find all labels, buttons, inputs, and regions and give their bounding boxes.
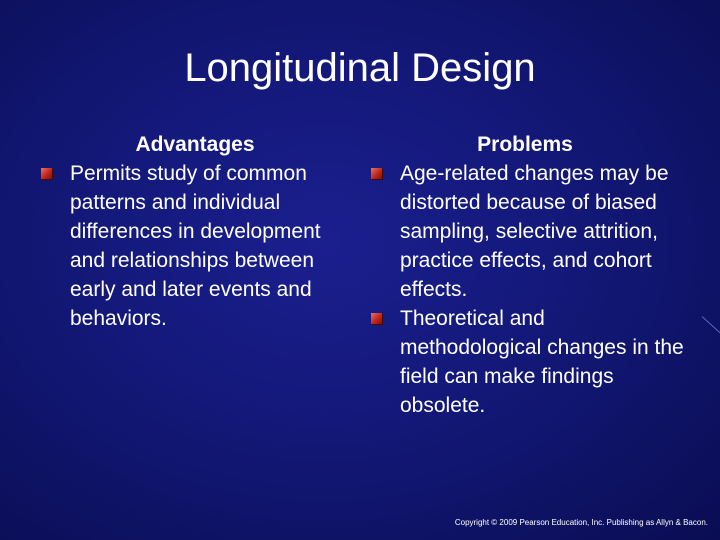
problems-column (370, 131, 690, 420)
square-bullet-icon (41, 168, 52, 179)
advantage-bullet-item (40, 159, 360, 333)
advantages-column (40, 131, 360, 333)
problem-bullet-text: Theoretical and methodological changes in the field can make findings obsolete. (400, 307, 684, 417)
advantage-bullet-text: Permits study of common patterns and individual differences in development and relationships between early and later events and behaviors. (70, 162, 321, 330)
slide-title: Longitudinal Design (184, 46, 536, 90)
square-bullet-icon (371, 168, 382, 179)
problems-heading: Problems (477, 133, 573, 156)
square-bullet-icon (371, 313, 382, 324)
problem-bullet-item (370, 159, 690, 304)
decorative-line (702, 316, 720, 337)
advantages-heading: Advantages (135, 133, 255, 156)
copyright-notice: Copyright © 2009 Pearson Education, Inc. Publishing as Allyn & Bacon. (454, 518, 708, 527)
problem-bullet-text: Age-related changes may be distorted because of biased sampling, selective attrition, practice effects, and cohort effects. (400, 162, 669, 301)
problem-bullet-item (370, 304, 690, 420)
